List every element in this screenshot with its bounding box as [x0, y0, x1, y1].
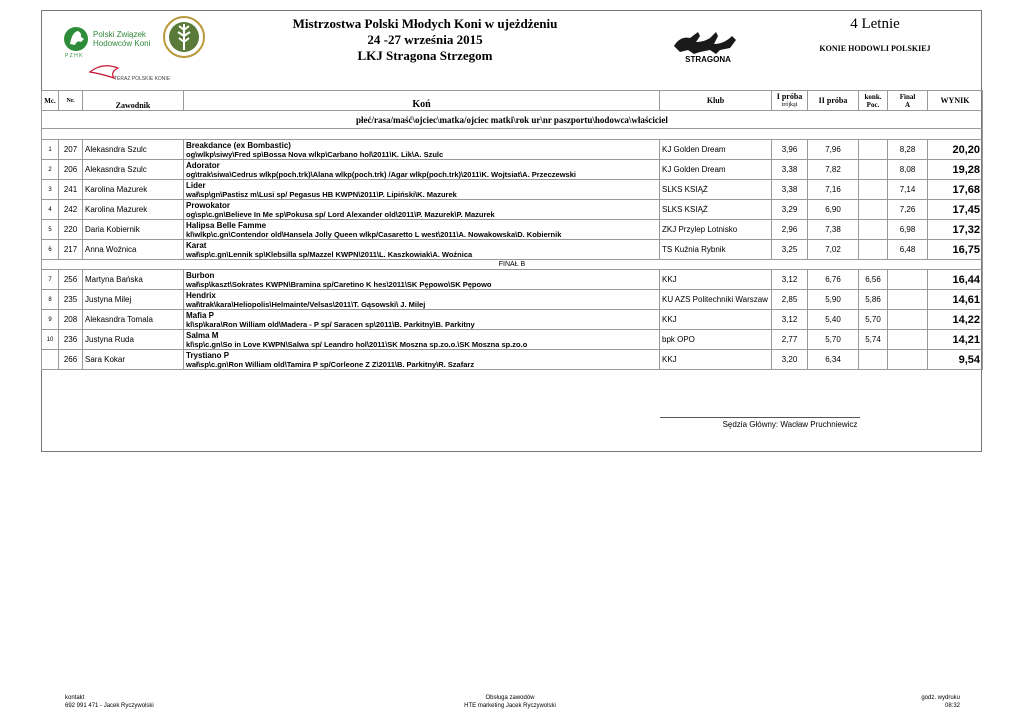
table-row	[42, 140, 983, 160]
result-cell: 17,45	[928, 200, 983, 220]
rider-cell: Sara Kokar	[83, 350, 184, 370]
table-header-row	[42, 91, 983, 111]
table-row	[42, 220, 983, 240]
pzhk-logo	[62, 24, 172, 58]
test1-cell: 3,20	[772, 350, 808, 370]
result-cell: 14,61	[928, 290, 983, 310]
final-cell	[888, 270, 928, 290]
table-row	[42, 270, 983, 290]
footer-print-time	[900, 694, 960, 710]
category-title: 4 Letnie	[850, 16, 900, 32]
konk-cell	[859, 200, 888, 220]
test1-cell: 3,38	[772, 160, 808, 180]
club-cell: KKJ	[660, 270, 772, 290]
rider-cell: Alekasndra Tomala	[83, 310, 184, 330]
test2-cell: 5,40	[808, 310, 859, 330]
konk-cell: 5,74	[859, 330, 888, 350]
horse-name: Halipsa Belle Famme	[186, 220, 267, 230]
horse-pedigree: og\trak\siwa\Cedrus wlkp(poch.trk)\Alana wlkp(poch.trk) /Agar wlkp(poch.trk)\2011\K. Wojtsiat\A. Przeczewski	[186, 169, 576, 179]
horse-pedigree: wał\sp\kaszt\Sokrates KWPN\Bramina sp/Caretino K hes\2011\SK Pępowo\SK Pępowo	[186, 279, 492, 289]
number-cell: 217	[59, 240, 83, 260]
club-cell: ZKJ Przylep Lotnisko	[660, 220, 772, 240]
test2-cell: 5,90	[808, 290, 859, 310]
results-table	[41, 90, 983, 370]
table-row	[42, 350, 983, 370]
final-b-label: FINAŁ B	[42, 260, 983, 270]
col-final	[888, 91, 928, 111]
club-cell: KKJ	[660, 350, 772, 370]
final-cell: 7,14	[888, 180, 928, 200]
horse-pedigree: kl\sp\kara\Ron William old\Madera - P sp/ Saracen sp\2011\B. Parkitny\B. Parkitny	[186, 319, 475, 329]
wheat-seal-logo	[162, 14, 206, 60]
rider-cell: Anna Woźnica	[83, 240, 184, 260]
placing-cell: 4	[42, 200, 59, 220]
test2-cell: 5,70	[808, 330, 859, 350]
footer-print-value: 08:32	[944, 703, 960, 709]
number-cell: 220	[59, 220, 83, 240]
horse-name: Hendrix	[186, 290, 216, 300]
horse-cell	[184, 140, 660, 160]
col-kon: Koń	[184, 91, 660, 111]
club-cell: SLKS KSIĄŻ	[660, 200, 772, 220]
horse-cell	[184, 290, 660, 310]
horse-cell	[184, 160, 660, 180]
number-cell: 206	[59, 160, 83, 180]
stragona-text: STRAGONA	[685, 55, 731, 64]
club-cell: KU AZS Politechniki Warszaw	[660, 290, 772, 310]
number-cell: 256	[59, 270, 83, 290]
rider-cell: Justyna Milej	[83, 290, 184, 310]
final-b-row	[42, 260, 983, 270]
table-row	[42, 290, 983, 310]
konk-cell: 6,56	[859, 270, 888, 290]
club-cell: KJ Golden Dream	[660, 160, 772, 180]
test2-cell: 7,02	[808, 240, 859, 260]
placing-cell: 8	[42, 290, 59, 310]
horse-description-legend: płeć/rasa/maść\ojciec\matka/ojciec matki\rok ur\nr paszportu\hodowca\właściciel	[42, 111, 983, 129]
result-cell: 20,20	[928, 140, 983, 160]
col-final-label: Final	[899, 92, 916, 101]
result-cell: 17,68	[928, 180, 983, 200]
table-row	[42, 180, 983, 200]
col-konk-label: konk.	[864, 92, 882, 101]
test2-cell: 7,16	[808, 180, 859, 200]
footer-contact	[65, 694, 154, 710]
col-nr: Nr.	[59, 91, 83, 111]
horse-name: Trystiano P	[186, 350, 230, 360]
club-cell: KJ Golden Dream	[660, 140, 772, 160]
result-cell: 9,54	[928, 350, 983, 370]
col-proba1	[772, 91, 808, 111]
teraz-text: TERAZ POLSKIE KONIE	[114, 76, 171, 82]
horse-pedigree: kl\wlkp\c.gn\Contendor old\Hansela Jolly Queen wlkp/Casaretto L west\2011\A. Nowakowska\D. Kobiernik	[186, 229, 562, 239]
result-cell: 16,75	[928, 240, 983, 260]
number-cell: 208	[59, 310, 83, 330]
signature-line	[660, 417, 860, 418]
konk-cell: 5,86	[859, 290, 888, 310]
col-zawodnik: Zawodnik	[83, 91, 184, 111]
rider-cell: Daria Kobiernik	[83, 220, 184, 240]
stragona-logo	[670, 24, 746, 64]
horse-pedigree: og\sp\c.gn\Believe In Me sp\Pokusa sp/ Lord Alexander old\2011\P. Mazurek\P. Mazurek	[186, 209, 495, 219]
col-proba2: II próba	[808, 91, 859, 111]
horse-pedigree: kl\sp\c.gn\So in Love KWPN\Salwa sp/ Leandro hol\2011\SK Moszna sp.zo.o.\SK Moszna sp.zo.o	[186, 339, 528, 349]
event-dates: 24 -27 września 2015	[367, 32, 483, 47]
col-klub: Klub	[660, 91, 772, 111]
test2-cell: 6,76	[808, 270, 859, 290]
pzhk-line2: Hodowców Koni	[93, 39, 151, 48]
placing-cell: 6	[42, 240, 59, 260]
category-subtitle: KONIE HODOWLI POLSKIEJ	[819, 44, 931, 53]
placing-cell: 2	[42, 160, 59, 180]
konk-cell	[859, 350, 888, 370]
rider-cell: Karolina Mazurek	[83, 200, 184, 220]
final-a-rows	[42, 140, 983, 260]
col-proba1-label: I próba	[776, 91, 803, 101]
number-cell: 207	[59, 140, 83, 160]
col-proba1-sub: trójkąt	[781, 101, 798, 108]
number-cell: 242	[59, 200, 83, 220]
rider-cell: Karolina Mazurek	[83, 180, 184, 200]
test1-cell: 3,29	[772, 200, 808, 220]
club-cell: SLKS KSIĄŻ	[660, 180, 772, 200]
club-cell: bpk OPO	[660, 330, 772, 350]
horse-cell	[184, 200, 660, 220]
number-cell: 236	[59, 330, 83, 350]
placing-cell: 9	[42, 310, 59, 330]
konk-cell	[859, 180, 888, 200]
result-cell: 17,32	[928, 220, 983, 240]
final-cell: 6,48	[888, 240, 928, 260]
horse-pedigree: wał\sp\c.gn\Lennik sp\Klebsilla sp/Mazzel KWPN\2011\L. Kaszkowiak\A. Woźnica	[186, 249, 473, 259]
test2-cell: 6,90	[808, 200, 859, 220]
horse-cell	[184, 180, 660, 200]
horse-pedigree: wał\sp\c.gn\Ron William old\Tamira P sp/Corleone Z Z\2011\B. Parkitny\R. Szafarz	[186, 359, 475, 369]
table-row	[42, 330, 983, 350]
test1-cell: 3,38	[772, 180, 808, 200]
final-cell	[888, 290, 928, 310]
footer-contact-value: 692 991 471 - Jacek Ryczywolski	[65, 703, 154, 709]
spacer-row	[42, 129, 983, 140]
table-row	[42, 160, 983, 180]
final-cell: 8,28	[888, 140, 928, 160]
placing-cell: 7	[42, 270, 59, 290]
rider-cell: Alekasndra Szulc	[83, 140, 184, 160]
result-cell: 14,22	[928, 310, 983, 330]
horse-name: Breakdance (ex Bombastic)	[186, 140, 291, 150]
test2-cell: 7,38	[808, 220, 859, 240]
horse-name: Prowokator	[186, 200, 231, 210]
konk-cell	[859, 240, 888, 260]
horse-name: Karat	[186, 240, 207, 250]
rider-cell: Alekasndra Szulc	[83, 160, 184, 180]
chief-judge: Sędzia Główny: Wacław Pruchniewicz	[722, 420, 858, 429]
final-cell	[888, 350, 928, 370]
number-cell: 266	[59, 350, 83, 370]
horse-cell	[184, 310, 660, 330]
final-cell: 7,26	[888, 200, 928, 220]
horse-cell	[184, 240, 660, 260]
placing-cell: 5	[42, 220, 59, 240]
test2-cell: 6,34	[808, 350, 859, 370]
test2-cell: 7,96	[808, 140, 859, 160]
event-title: Mistrzostwa Polski Młodych Koni w ujeżdżeniu	[292, 16, 558, 31]
horse-pedigree: wał\sp\gn\Pastisz m\Lusi sp/ Pegasus HB KWPN\2011\P. Lipiński\K. Mazurek	[186, 189, 457, 199]
result-cell: 16,44	[928, 270, 983, 290]
event-venue: LKJ Stragona Strzegom	[357, 48, 493, 63]
konk-cell: 5,70	[859, 310, 888, 330]
final-cell: 8,08	[888, 160, 928, 180]
konk-cell	[859, 140, 888, 160]
horse-name: Lider	[186, 180, 206, 190]
test1-cell: 2,77	[772, 330, 808, 350]
konk-cell	[859, 220, 888, 240]
rider-cell: Martyna Bańska	[83, 270, 184, 290]
number-cell: 235	[59, 290, 83, 310]
placing-cell: 3	[42, 180, 59, 200]
col-final-sub: A	[904, 100, 911, 109]
club-cell: KKJ	[660, 310, 772, 330]
test1-cell: 3,12	[772, 310, 808, 330]
footer-print-label: godz. wydruku	[921, 695, 960, 701]
table-row	[42, 200, 983, 220]
horse-pedigree: wał\trak\kara\Heliopolis\Helmainte/Velsas\2011\T. Gąsowski\ J. Milej	[186, 299, 426, 309]
footer-service-label: Obsługa zawodów	[485, 695, 535, 701]
horse-pedigree: og\wlkp\siwy\Fred sp\Bossa Nova wlkp\Carbano hol\2011\K. Lik\A. Szulc	[186, 149, 444, 159]
placing-cell: 1	[42, 140, 59, 160]
horse-cell	[184, 270, 660, 290]
footer-service	[440, 694, 580, 710]
test1-cell: 3,12	[772, 270, 808, 290]
horse-cell	[184, 220, 660, 240]
footer-contact-label: kontakt	[65, 695, 85, 701]
horse-cell	[184, 350, 660, 370]
test1-cell: 3,96	[772, 140, 808, 160]
placing-cell	[42, 350, 59, 370]
test1-cell: 2,85	[772, 290, 808, 310]
test1-cell: 3,25	[772, 240, 808, 260]
horse-name: Mafia P	[186, 310, 215, 320]
horse-cell	[184, 330, 660, 350]
placing-cell: 10	[42, 330, 59, 350]
final-b-rows	[42, 270, 983, 370]
final-cell	[888, 330, 928, 350]
horse-name: Salma M	[186, 330, 219, 340]
horse-name: Adorator	[186, 160, 220, 170]
footer-service-value: HTE marketing Jacek Ryczywolski	[464, 703, 556, 709]
pzhk-abbr: P Z H K	[65, 53, 83, 58]
konk-cell	[859, 160, 888, 180]
club-cell: TS Kuźnia Rybnik	[660, 240, 772, 260]
table-subheader-row	[42, 111, 983, 129]
rider-cell: Justyna Ruda	[83, 330, 184, 350]
pzhk-line1: Polski Związek	[93, 30, 146, 39]
col-wynik: WYNIK	[928, 91, 983, 111]
col-konk	[859, 91, 888, 111]
col-konk-sub: Poc.	[866, 100, 880, 109]
result-cell: 14,21	[928, 330, 983, 350]
table-row	[42, 310, 983, 330]
table-row	[42, 240, 983, 260]
horse-name: Burbon	[186, 270, 215, 280]
test1-cell: 2,96	[772, 220, 808, 240]
final-cell: 6,98	[888, 220, 928, 240]
col-mc: Mc.	[42, 91, 59, 111]
number-cell: 241	[59, 180, 83, 200]
final-cell	[888, 310, 928, 330]
spacer-cell	[42, 129, 983, 140]
result-cell: 19,28	[928, 160, 983, 180]
test2-cell: 7,82	[808, 160, 859, 180]
teraz-polskie-konie-logo	[88, 60, 174, 84]
